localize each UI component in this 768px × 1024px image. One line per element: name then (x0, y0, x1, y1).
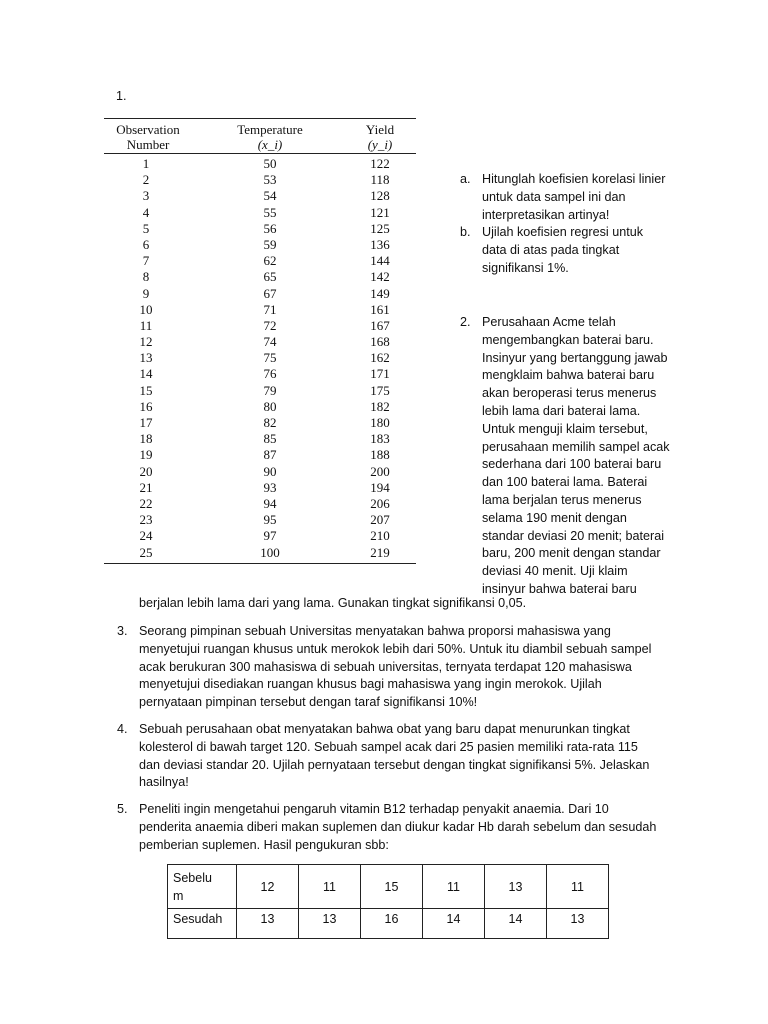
table-cell: 94 (263, 495, 277, 511)
table-row (104, 221, 416, 237)
text-line: acak berukuran 300 mahasiswa di sebuah universitas, ternyata terdapat 120 mahasiswa (139, 659, 632, 674)
table-row (104, 528, 416, 544)
text-line: Insinyur yang bertanggung jawab (482, 350, 668, 365)
text-line: pernyataan pimpinan tersebut dengan taraf signifikansi 10%! (139, 695, 478, 710)
table-cell: 149 (370, 285, 390, 301)
text-line: mengklaim bahwa baterai baru (482, 368, 655, 383)
table-cell: 19 (139, 447, 153, 463)
table-cell: 4 (142, 204, 150, 220)
table-cell: 14 (485, 909, 547, 939)
table-cell: 12 (139, 334, 153, 350)
table-cell: 13 (139, 350, 153, 366)
question-1a-label: a. (460, 172, 471, 186)
table-cell: 219 (370, 544, 390, 560)
text-line: data di atas pada tingkat (482, 242, 620, 257)
table-cell: 72 (263, 317, 277, 333)
table-cell: 13 (299, 909, 361, 939)
table-cell: 79 (263, 382, 277, 398)
table-cell: 25 (139, 544, 153, 560)
text-line: penderita anaemia diberi makan suplemen dan diukur kadar Hb darah sebelum dan sesudah (139, 819, 657, 834)
table-row (104, 334, 416, 350)
text-line: selama 190 menit dengan (482, 510, 627, 525)
table-cell: 59 (263, 236, 277, 252)
table-row (104, 496, 416, 512)
table-row (104, 350, 416, 366)
table-cell: 82 (263, 415, 277, 430)
table-cell: 80 (263, 398, 277, 414)
text-line: dan deviasi standar 20. Ujilah pernyataan tersebut dengan tingkat signifikansi 5%. Jelaskan (139, 757, 650, 772)
text-line: sederhana dari 100 baterai baru (482, 457, 662, 472)
table-cell: 9 (142, 285, 150, 301)
text-line: deviasi 40 menit. Uji klaim (482, 564, 628, 579)
table-cell: 93 (263, 479, 277, 495)
table-row (104, 399, 416, 415)
question-3-label: 3. (117, 624, 128, 638)
text-line: perusahaan memilih sampel acak (482, 439, 670, 454)
table-row (104, 480, 416, 496)
table-cell: 65 (263, 269, 277, 285)
question-5-label: 5. (117, 802, 128, 816)
text-line: interpretasikan artinya! (482, 207, 610, 222)
table-cell: 2 (142, 172, 150, 188)
text-line: baru, 200 menit dengan standar (482, 546, 661, 561)
table-cell: 75 (263, 350, 277, 366)
table-row (104, 172, 416, 188)
table-cell: 95 (263, 512, 277, 528)
text-line: lebih lama dari baterai lama. (482, 403, 641, 418)
table-cell: 188 (370, 447, 390, 463)
table-cell: 5 (142, 220, 150, 236)
table-cell: 200 (370, 463, 390, 479)
table-cell: 167 (370, 317, 390, 333)
table-cell: 13 (237, 909, 299, 939)
table-cell: 97 (263, 528, 277, 544)
table-row (104, 447, 416, 463)
table-cell: 14 (423, 909, 485, 939)
table-cell: 11 (423, 865, 485, 909)
table-cell: 100 (260, 544, 280, 560)
table-cell: 16 (139, 398, 153, 414)
table-row (104, 269, 416, 285)
table-cell: 90 (263, 463, 277, 479)
table-cell: 76 (263, 366, 277, 382)
question-4-label: 4. (117, 722, 128, 736)
table-cell: 67 (263, 285, 277, 301)
text-line: Perusahaan Acme telah (482, 315, 616, 329)
table-row (104, 237, 416, 253)
table-cell: 14 (139, 366, 153, 382)
table-cell: 71 (263, 301, 277, 317)
table-cell: 171 (370, 366, 390, 382)
table-cell: 206 (370, 495, 390, 511)
table-cell: 54 (263, 188, 277, 204)
table-cell: 15 (139, 382, 153, 398)
table-cell: 142 (370, 269, 390, 285)
text-line: insinyur bahwa baterai baru (482, 581, 637, 596)
row-label-before: Sebelu m (168, 865, 237, 909)
text-line: pemberian suplemen. Hasil pengukuran sbb: (139, 837, 389, 852)
table-row (104, 415, 416, 431)
text-line: hasilnya! (139, 775, 189, 790)
table-cell: 12 (237, 865, 299, 909)
table-cell: 85 (263, 431, 277, 447)
table-cell: 18 (139, 431, 153, 447)
table-cell: 121 (370, 204, 390, 220)
table-cell: 6 (142, 236, 150, 252)
text-line: standar deviasi 20 menit; baterai (482, 528, 665, 543)
observation-table (104, 118, 416, 564)
text-line: Seorang pimpinan sebuah Universitas menyatakan bahwa proporsi mahasiswa yang (139, 624, 611, 638)
header-yield: Yield (y_i) (365, 122, 395, 152)
question-2-continuation: berjalan lebih lama dari yang lama. Gunakan tingkat signifikansi 0,05. (139, 596, 527, 610)
table-cell: 10 (139, 301, 153, 317)
table-cell: 22 (139, 495, 153, 511)
text-line: Hitunglah koefisien korelasi linier (482, 172, 666, 186)
text-line: lama berjalan terus menerus (482, 492, 642, 507)
table-cell: 207 (370, 512, 390, 528)
observation-table-body (104, 154, 416, 563)
table-cell: 180 (370, 415, 390, 430)
question-1-number: 1. (116, 89, 127, 103)
table-cell: 11 (139, 317, 153, 333)
question-2-label: 2. (460, 315, 471, 329)
table-cell: 128 (370, 188, 390, 204)
text-line: mengembangkan baterai baru. (482, 332, 654, 347)
table-row-before (168, 865, 609, 909)
table-cell: 144 (370, 253, 390, 269)
text-line: menyetujui disediakan ruangan khusus bagi mahasiswa yang ingin merokok. Ujilah (139, 677, 602, 692)
table-cell: 183 (370, 431, 390, 447)
table-cell: 17 (139, 415, 153, 430)
text-line: Peneliti ingin mengetahui pengaruh vitamin B12 terhadap penyakit anaemia. Dari 10 (139, 802, 609, 816)
table-cell: 74 (263, 334, 277, 350)
header-observation-number: Observation Number (116, 122, 180, 152)
text-line: dan 100 baterai lama. Baterai (482, 475, 648, 490)
question-1b-label: b. (460, 225, 471, 239)
text-line: kolesterol di bawah target 120. Sebuah sampel acak dari 25 pasien memiliki rata-rata 115 (139, 739, 638, 754)
hb-table (167, 864, 609, 939)
table-cell: 20 (139, 463, 153, 479)
table-cell: 118 (370, 172, 390, 188)
table-cell: 11 (299, 865, 361, 909)
text-line: signifikansi 1%. (482, 260, 569, 275)
table-cell: 13 (485, 865, 547, 909)
table-row (104, 302, 416, 318)
table-cell: 24 (139, 528, 153, 544)
table-row (104, 205, 416, 221)
text-line: Untuk menguji klaim tersebut, (482, 421, 648, 436)
text-line: menyetujui ruangan khusus untuk merokok lebih dari 50%. Untuk itu diambil sebuah sampel (139, 641, 652, 656)
table-cell: 1 (142, 156, 150, 171)
table-cell: 16 (361, 909, 423, 939)
table-cell: 21 (139, 479, 153, 495)
table-cell: 210 (370, 528, 390, 544)
table-row (104, 383, 416, 399)
table-cell: 7 (142, 253, 150, 269)
table-row (104, 286, 416, 302)
table-row (104, 464, 416, 480)
text-line: akan beroperasi terus menerus (482, 386, 657, 401)
table-row (104, 253, 416, 269)
text-line: Ujilah koefisien regresi untuk (482, 225, 644, 239)
table-row (104, 431, 416, 447)
header-temperature: Temperature (x_i) (237, 122, 303, 152)
table-cell: 15 (361, 865, 423, 909)
table-cell: 162 (370, 350, 390, 366)
table-cell: 194 (370, 479, 390, 495)
table-row (104, 188, 416, 204)
table-cell: 175 (370, 382, 390, 398)
table-cell: 3 (142, 188, 150, 204)
table-cell: 53 (263, 172, 277, 188)
table-row (104, 156, 416, 172)
table-cell: 168 (370, 334, 390, 350)
table-cell: 122 (370, 156, 390, 171)
table-cell: 55 (263, 204, 277, 220)
table-cell: 136 (370, 236, 390, 252)
table-cell: 161 (370, 301, 390, 317)
table-row-after (168, 909, 609, 939)
table-cell: 87 (263, 447, 277, 463)
table-cell: 125 (370, 220, 390, 236)
text-line: Sebuah perusahaan obat menyatakan bahwa obat yang baru dapat menurunkan tingkat (139, 722, 630, 736)
table-row (104, 545, 416, 561)
observation-table-header (104, 119, 416, 154)
table-cell: 11 (547, 865, 609, 909)
table-cell: 13 (547, 909, 609, 939)
table-row (104, 512, 416, 528)
row-label-after: Sesudah (168, 909, 237, 939)
table-cell: 50 (263, 156, 277, 171)
text-line: untuk data sampel ini dan (482, 189, 626, 204)
table-cell: 56 (263, 220, 277, 236)
table-row (104, 366, 416, 382)
table-cell: 8 (142, 269, 150, 285)
table-row (104, 318, 416, 334)
table-cell: 23 (139, 512, 153, 528)
table-cell: 62 (263, 253, 277, 269)
table-cell: 182 (370, 398, 390, 414)
